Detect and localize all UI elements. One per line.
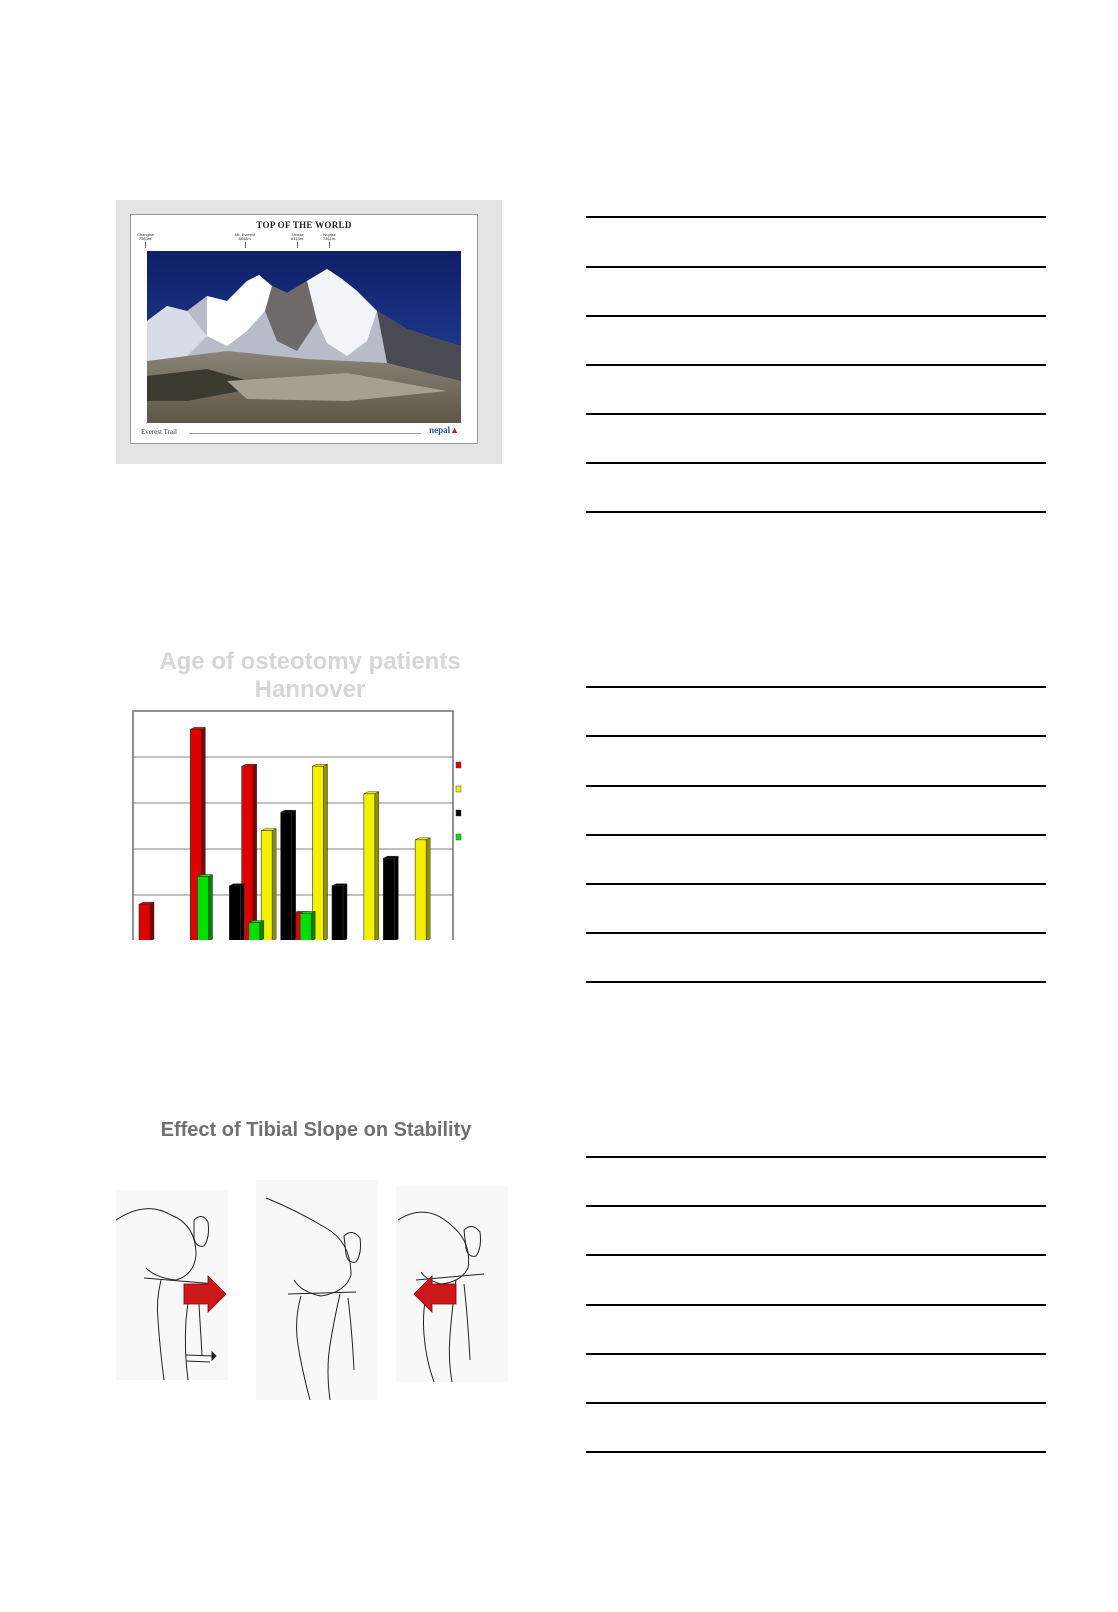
postcard-title: TOP OF THE WORLD xyxy=(256,220,352,230)
nepal-logo: nepal▲ xyxy=(429,425,459,435)
chart-bars xyxy=(139,727,430,940)
chart-bar xyxy=(300,911,315,940)
chart-legend-swatch xyxy=(456,786,461,792)
note-line xyxy=(586,735,1046,737)
age-bar-chart xyxy=(116,700,476,940)
note-line xyxy=(586,511,1046,513)
note-line xyxy=(586,462,1046,464)
postcard-card xyxy=(130,214,478,444)
chart-legend xyxy=(456,762,461,840)
peak-label-lhotse: Lhotse 8414m. xyxy=(291,233,304,248)
peak-label-changtse: Changtse 7583m. xyxy=(137,233,154,248)
peak-label-nuptse: Nuptse 7861m. xyxy=(323,233,336,248)
note-line xyxy=(586,883,1046,885)
chart-bar xyxy=(139,902,154,940)
note-line xyxy=(586,981,1046,983)
chart-legend-swatch xyxy=(456,834,461,840)
chart-bar xyxy=(249,921,264,940)
note-line xyxy=(586,364,1046,366)
note-line xyxy=(586,315,1046,317)
note-line xyxy=(586,413,1046,415)
chart-bar xyxy=(229,884,244,940)
chart-bar xyxy=(281,810,296,940)
chart-bar xyxy=(332,884,347,940)
chart-title: Age of osteotomy patients Hannover xyxy=(159,648,461,703)
note-line xyxy=(586,1353,1046,1355)
slide-1-postcard-image xyxy=(116,200,502,464)
note-line xyxy=(586,1205,1046,1207)
knee-panel-neutral-slope xyxy=(256,1180,378,1400)
chart-legend-swatch xyxy=(456,762,461,768)
note-line xyxy=(586,266,1046,268)
note-line xyxy=(586,216,1046,218)
postcard-footer-text: Everest Trail xyxy=(141,428,177,436)
note-line xyxy=(586,785,1046,787)
note-line xyxy=(586,1156,1046,1158)
note-line xyxy=(586,932,1046,934)
note-line xyxy=(586,1402,1046,1404)
peak-label-everest: Mt. Everest 8848m. xyxy=(235,233,255,248)
postcard-footer-line xyxy=(189,433,421,434)
chart-bar xyxy=(198,875,213,940)
note-line xyxy=(586,1304,1046,1306)
note-line xyxy=(586,1254,1046,1256)
note-line xyxy=(586,834,1046,836)
tibial-slope-diagram xyxy=(116,1180,516,1410)
knee-slide-title: Effect of Tibial Slope on Stability xyxy=(160,1119,472,1141)
note-line xyxy=(586,1451,1046,1453)
mountain-photo xyxy=(147,251,461,423)
chart-legend-swatch xyxy=(456,810,461,816)
chart-bar xyxy=(364,792,379,940)
note-line xyxy=(586,686,1046,688)
chart-bar xyxy=(415,838,430,940)
chart-bar xyxy=(383,856,398,940)
